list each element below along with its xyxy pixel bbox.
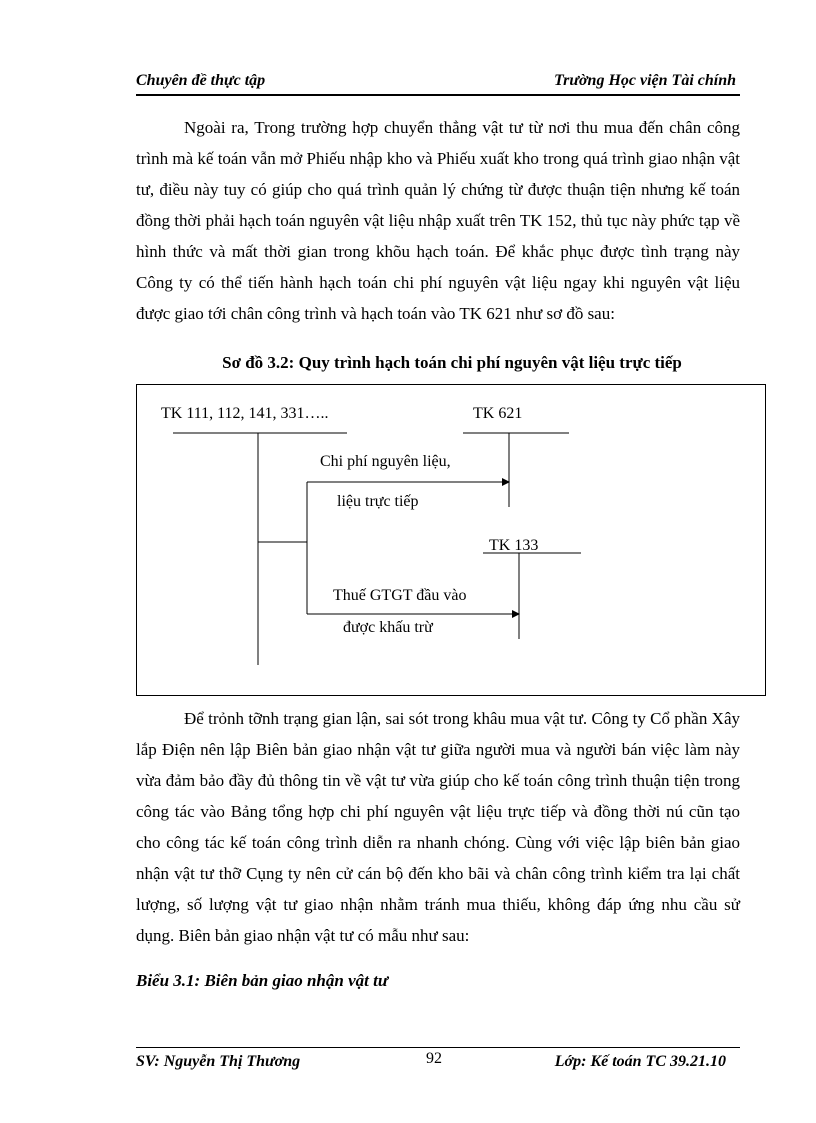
paragraph-intro: Ngoài ra, Trong trường hợp chuyển thẳng vật tư từ nơi thu mua đến chân công trình mà kế toán vẫn mở Phiếu nhập kho và Phiếu xuất kho trong quá trình giao nhận vật tư, điều này tuy có giúp cho quá trình quản lý chứng từ được thuận tiện nhưng kế toán đồng thời phải hạch toán nguyên vật liệu nhập xuất trên TK 152, thủ tục này phức tạp về hình thức và mất thời gian trong khõu hạch toán. Để khắc phục được tình trạng này Công ty có thể tiến hành hạch toán chi phí nguyên vật liệu ngay khi nguyên vật liệu được giao tới chân công trình và hạch toán vào TK 621 như sơ đồ sau: [136, 118, 740, 323]
page-number: 92 [426, 1050, 442, 1067]
diagram-lines [137, 385, 767, 697]
footer-class: Lớp: Kế toán TC 39.21.10 [554, 1053, 726, 1070]
page-header [136, 70, 740, 96]
account-133-label: TK 133 [489, 537, 539, 554]
source-account-label: TK 111, 112, 141, 331….. [161, 405, 329, 422]
diagram-caption: Sơ đồ 3.2: Quy trình hạch toán chi phí nguyên vật liệu trực tiếp [222, 353, 682, 372]
footer-student: SV: Nguyễn Thị Thương [136, 1053, 301, 1070]
header-left-title: Chuyên đề thực tập [136, 72, 266, 89]
flow2-line2: được khấu trừ [343, 619, 433, 636]
flow1-line1: Chi phí nguyên liệu, [320, 453, 451, 470]
flow1-line2: liệu trực tiếp [337, 493, 419, 510]
header-right-title: Trường Học viện Tài chính [553, 72, 736, 89]
form-title: Biểu 3.1: Biên bản giao nhận vật tư [136, 971, 389, 990]
flow2-line1: Thuế GTGT đầu vào [333, 587, 467, 604]
page-footer [136, 1047, 740, 1076]
paragraph-procedure: Để trỏnh tỡnh trạng gian lận, sai sót trong khâu mua vật tư. Công ty Cổ phần Xây lắp Điện nên lập Biên bản giao nhận vật tư giữa người mua và người bán việc làm này vừa đảm bảo đầy đủ thông tin về vật tư vừa giúp cho kế toán công trình thuận tiện trong công tác vào Bảng tổng hợp chi phí nguyên vật liệu trực tiếp và đồng thời nú cũn tạo cho công tác kế toán công trình diễn ra nhanh chóng. Cùng với việc lập biên bản giao nhận vật tư thỡ Cụng ty nên cử cán bộ đến kho bãi và chân công trình kiểm tra lại chất lượng, số lượng vật tư giao nhận nhằm tránh mua thiếu, không đáp ứng nhu cầu sử dụng. Biên bản giao nhận vật tư có mẫu như sau: [136, 709, 740, 945]
accounting-diagram [136, 384, 766, 696]
account-621-label: TK 621 [473, 405, 523, 422]
